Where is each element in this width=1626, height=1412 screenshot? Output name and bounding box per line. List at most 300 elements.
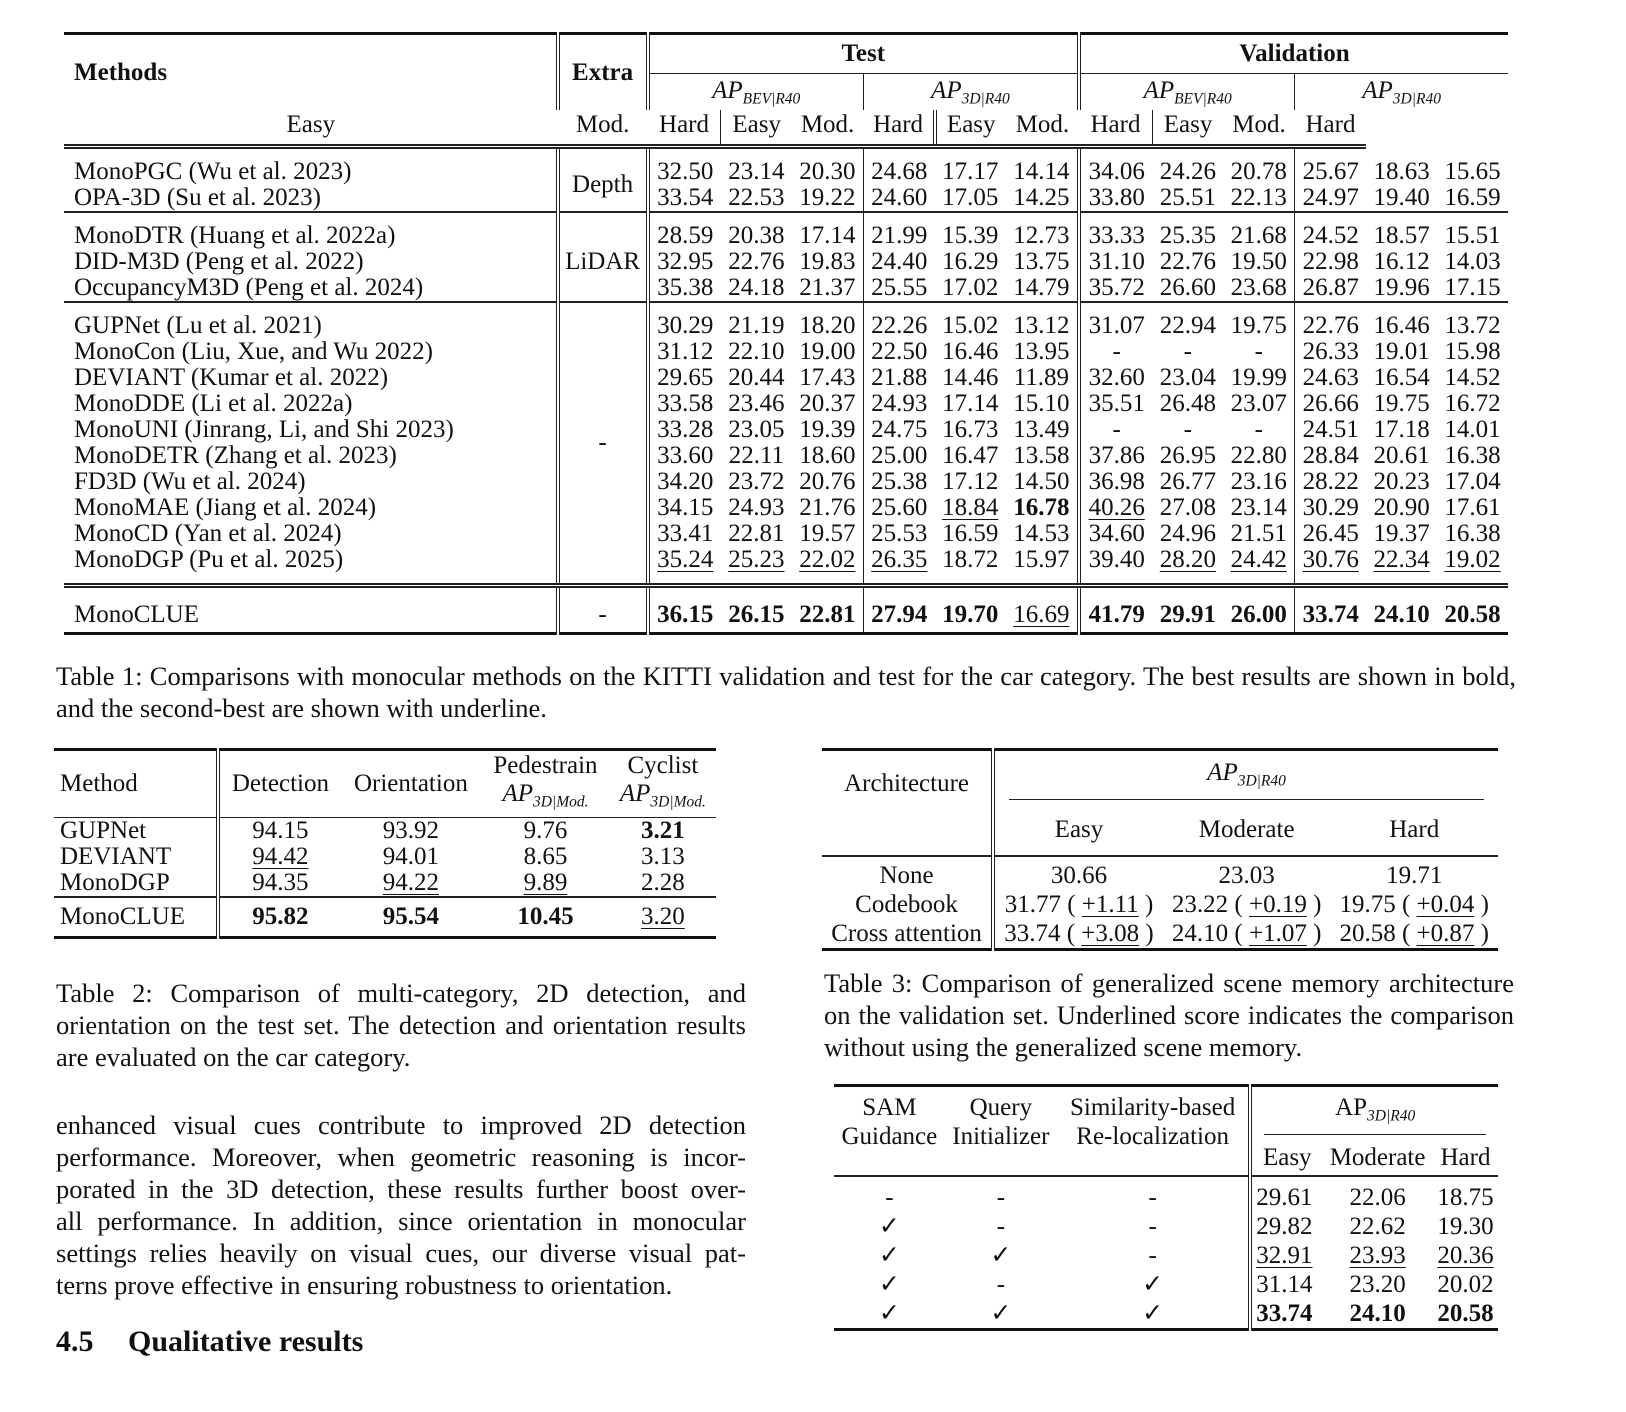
header-query-initializer: Query Initializer — [945, 1086, 1057, 1177]
header-hard: Hard — [1079, 110, 1152, 147]
score-cell: - — [1079, 417, 1152, 443]
header-easy: Easy — [1250, 1140, 1322, 1176]
score-cell: 9.76 — [523, 817, 568, 844]
table-row — [64, 223, 1508, 249]
table-row — [54, 844, 716, 870]
score-cell: 23.14 — [728, 158, 785, 186]
score-cell: 20.37 — [799, 390, 856, 418]
query-flag: - — [996, 1184, 1006, 1211]
header-architecture: Architecture — [822, 750, 993, 857]
header-orientation: Orientation — [341, 750, 482, 818]
score-cell: 24.26 — [1159, 158, 1216, 186]
score-cell: 20.58 — [1437, 1300, 1494, 1327]
method-name: MonoUNI (Jinrang, Li, and Shi 2023) — [74, 416, 454, 444]
score-cell: 20.58 ( +0.87 ) — [1339, 920, 1489, 947]
score-cell: 17.18 — [1373, 416, 1430, 444]
score-cell: 24.96 — [1159, 520, 1216, 548]
score-cell: 33.74 — [1295, 598, 1366, 634]
score-cell: 31.77 ( +1.11 ) — [993, 890, 1163, 919]
header-ap-3d: $AP_{3D|R40}$ — [1250, 1086, 1498, 1140]
score-cell: 17.14 — [799, 222, 856, 250]
method-name: OccupancyM3D (Peng et al. 2024) — [74, 274, 424, 302]
score-cell: 23.93 — [1349, 1242, 1406, 1269]
score-cell: 34.15 — [657, 494, 714, 522]
score-cell: 15.02 — [942, 312, 999, 340]
method-name: MonoCLUE — [54, 897, 218, 938]
header-detection: Detection — [218, 750, 340, 818]
score-cell: 20.02 — [1437, 1271, 1494, 1298]
header-hard: Hard — [863, 110, 934, 147]
score-cell: 16.72 — [1444, 390, 1501, 418]
score-cell: 22.06 — [1349, 1184, 1406, 1211]
score-cell: 8.65 — [523, 843, 568, 870]
table-row — [64, 547, 1508, 573]
score-cell: 18.72 — [942, 546, 999, 574]
score-cell: 19.75 ( +0.04 ) — [1339, 891, 1489, 918]
score-cell: 39.40 — [1079, 547, 1152, 573]
table-row — [54, 870, 716, 897]
score-cell: 34.20 — [657, 468, 714, 496]
score-cell: 20.38 — [728, 222, 785, 250]
method-name: MonoCD (Yan et al. 2024) — [74, 520, 342, 548]
header-easy: Easy — [721, 110, 792, 147]
method-name: GUPNet (Lu et al. 2021) — [74, 312, 322, 340]
score-cell: 23.04 — [1159, 364, 1216, 392]
score-cell: 16.59 — [1444, 184, 1501, 212]
table-row — [64, 417, 1508, 443]
score-cell: 25.51 — [1159, 184, 1216, 212]
score-cell: 22.76 — [1159, 248, 1216, 276]
score-cell: 28.20 — [1159, 546, 1216, 574]
score-cell: 14.25 — [1013, 184, 1070, 212]
score-cell: 22.98 — [1295, 249, 1366, 275]
score-cell: 15.65 — [1444, 158, 1501, 186]
score-cell: 15.98 — [1444, 338, 1501, 366]
score-cell: 20.58 — [1444, 601, 1501, 629]
score-cell: 22.10 — [728, 338, 785, 366]
architecture-name: None — [879, 862, 934, 889]
score-cell: 20.76 — [799, 468, 856, 496]
method-name: MonoPGC (Wu et al. 2023) — [74, 158, 352, 186]
header-hard: Hard — [1433, 1140, 1498, 1176]
score-cell: 31.12 — [657, 338, 714, 366]
score-cell: 27.08 — [1159, 494, 1216, 522]
score-cell: 33.74 ( +3.08 ) — [993, 919, 1163, 950]
query-flag: ✓ — [990, 1242, 1012, 1269]
score-cell: 16.38 — [1444, 442, 1501, 470]
body-line: terns prove effective in ensuring robustness to orientation. — [56, 1270, 673, 1300]
header-cyclist: Cyclist $AP_{3D|Mod.}$ — [610, 750, 716, 818]
score-cell: 18.84 — [942, 494, 999, 522]
score-cell: 16.73 — [942, 416, 999, 444]
score-cell: 21.88 — [863, 365, 934, 391]
score-cell: 30.76 — [1295, 547, 1366, 573]
score-cell: 94.01 — [382, 843, 440, 870]
extra-data: - — [558, 313, 648, 573]
score-cell: 30.66 — [993, 856, 1163, 890]
score-cell: 24.40 — [863, 249, 934, 275]
table-row — [64, 469, 1508, 495]
score-cell: 19.40 — [1373, 184, 1430, 212]
score-cell: 23.68 — [1230, 274, 1287, 302]
score-cell: 3.13 — [641, 843, 685, 870]
score-cell: 25.23 — [728, 546, 785, 574]
score-cell: 24.18 — [728, 274, 785, 302]
header-easy: Easy — [935, 110, 1006, 147]
score-cell: 25.00 — [863, 443, 934, 469]
score-cell: 14.46 — [942, 364, 999, 392]
method-name: GUPNet — [60, 817, 147, 844]
header-mod: Mod. — [1223, 110, 1294, 147]
delta-value: +0.04 — [1416, 891, 1475, 918]
table-row — [64, 391, 1508, 417]
score-cell: - — [1079, 339, 1152, 365]
extra-data: LiDAR — [558, 223, 648, 302]
table-row — [64, 339, 1508, 365]
score-cell: 16.46 — [942, 338, 999, 366]
score-cell: 13.12 — [1013, 312, 1070, 340]
score-cell: 27.94 — [863, 598, 934, 634]
score-cell: 24.10 — [1349, 1300, 1406, 1327]
score-cell: - — [1183, 416, 1192, 444]
header-test-ap-bev: $AP_{BEV|R40}$ — [648, 74, 864, 111]
score-cell: 22.80 — [1230, 442, 1287, 470]
body-line: porated in the 3D detection, these results further boost over- — [56, 1174, 746, 1204]
score-cell: 18.20 — [799, 312, 856, 340]
score-cell: 16.78 — [1013, 494, 1070, 522]
score-cell: 17.43 — [799, 364, 856, 392]
extra-data: - — [558, 598, 648, 634]
header-moderate: Moderate — [1322, 1140, 1433, 1176]
table-row — [834, 1241, 1498, 1270]
score-cell: 31.10 — [1079, 249, 1152, 275]
score-cell: 26.33 — [1295, 339, 1366, 365]
query-flag: ✓ — [990, 1300, 1012, 1327]
score-cell: 22.76 — [728, 248, 785, 276]
score-cell: 19.37 — [1373, 520, 1430, 548]
score-cell: 95.82 — [218, 897, 340, 938]
score-cell: 23.14 — [1230, 494, 1287, 522]
table-row — [822, 856, 1498, 890]
score-cell: 19.75 — [1373, 390, 1430, 418]
score-cell: 14.50 — [1013, 468, 1070, 496]
score-cell: 34.60 — [1079, 521, 1152, 547]
section-title: Qualitative results — [128, 1325, 364, 1358]
header-mod: Mod. — [792, 110, 863, 147]
score-cell: 21.68 — [1230, 222, 1287, 250]
score-cell: 29.91 — [1159, 601, 1216, 629]
table-row — [64, 159, 1508, 185]
score-cell: 20.44 — [728, 364, 785, 392]
score-cell: 26.45 — [1295, 521, 1366, 547]
delta-value: +3.08 — [1081, 920, 1140, 947]
table-2-multi-category — [54, 748, 716, 939]
score-cell: 31.14 — [1256, 1271, 1313, 1298]
score-cell: 18.75 — [1437, 1184, 1494, 1211]
score-cell: 2.28 — [641, 869, 685, 896]
score-cell: 22.81 — [728, 520, 785, 548]
score-cell: 16.29 — [942, 248, 999, 276]
score-cell: 21.99 — [863, 223, 934, 249]
delta-value: +1.11 — [1081, 891, 1139, 918]
table-row — [64, 495, 1508, 521]
score-cell: 33.33 — [1079, 223, 1152, 249]
score-cell: 20.61 — [1373, 442, 1430, 470]
body-line: settings relies heavily on visual cues, our diverse visual pat- — [56, 1238, 746, 1268]
score-cell: 11.89 — [1013, 364, 1069, 392]
score-cell: 17.15 — [1444, 274, 1501, 302]
method-name: MonoDDE (Li et al. 2022a) — [74, 390, 353, 418]
score-cell: 25.35 — [1159, 222, 1216, 250]
table-row — [64, 598, 1508, 634]
score-cell: 19.71 — [1386, 862, 1443, 889]
sim-flag: - — [1057, 1212, 1250, 1241]
score-cell: 24.51 — [1295, 417, 1366, 443]
score-cell: 19.01 — [1373, 338, 1430, 366]
score-cell: 32.95 — [657, 248, 714, 276]
score-cell: 9.89 — [523, 869, 568, 896]
score-cell: 33.60 — [657, 442, 714, 470]
score-cell: 16.54 — [1373, 364, 1430, 392]
score-cell: 22.26 — [863, 313, 934, 339]
sam-flag: ✓ — [878, 1242, 900, 1269]
score-cell: 13.58 — [1013, 442, 1070, 470]
score-cell: 35.72 — [1079, 275, 1152, 302]
score-cell: 18.60 — [799, 442, 856, 470]
method-name: MonoDETR (Zhang et al. 2023) — [74, 442, 397, 470]
score-cell: 16.12 — [1373, 248, 1430, 276]
score-cell: 93.92 — [382, 817, 440, 844]
score-cell: 24.63 — [1295, 365, 1366, 391]
delta-value: +0.19 — [1248, 891, 1307, 918]
table-row — [834, 1270, 1498, 1299]
body-line: all performance. In addition, since orientation in monocular — [56, 1206, 746, 1236]
score-cell: 3.20 — [610, 897, 716, 938]
score-cell: 12.73 — [1013, 222, 1070, 250]
score-cell: 95.54 — [341, 897, 482, 938]
score-cell: 14.14 — [1013, 158, 1070, 186]
score-cell: 22.81 — [799, 601, 856, 629]
header-mod: Mod. — [1006, 110, 1079, 147]
header-sam-guidance: SAM Guidance — [834, 1086, 945, 1177]
score-cell: 14.01 — [1444, 416, 1501, 444]
score-cell: 19.99 — [1230, 364, 1287, 392]
architecture-name: Cross attention — [831, 920, 982, 947]
score-cell: 22.50 — [863, 339, 934, 365]
score-cell: 33.58 — [657, 390, 714, 418]
score-cell: 22.62 — [1349, 1213, 1406, 1240]
score-cell: 19.39 — [799, 416, 856, 444]
score-cell: 33.28 — [657, 416, 714, 444]
header-test: Test — [841, 40, 886, 67]
score-cell: 19.50 — [1230, 248, 1287, 276]
score-cell: 28.84 — [1295, 443, 1366, 469]
table-row — [64, 313, 1508, 339]
header-easy: Easy — [993, 804, 1163, 856]
score-cell: 30.29 — [657, 312, 714, 340]
method-name: OPA-3D (Su et al. 2023) — [74, 184, 321, 212]
body-line: enhanced visual cues contribute to improved 2D detection — [56, 1110, 746, 1140]
score-cell: 33.74 — [1256, 1300, 1313, 1327]
delta-value: +0.87 — [1416, 920, 1475, 947]
table-row — [64, 249, 1508, 275]
score-cell: 20.30 — [799, 158, 856, 186]
score-cell: 15.10 — [1013, 390, 1070, 418]
score-cell: 19.70 — [942, 601, 999, 629]
score-cell: 25.60 — [863, 495, 934, 521]
header-easy: Easy — [1152, 110, 1223, 147]
score-cell: 32.60 — [1079, 365, 1152, 391]
query-flag: - — [996, 1213, 1006, 1240]
score-cell: 21.51 — [1230, 520, 1287, 548]
score-cell: 28.22 — [1295, 469, 1366, 495]
header-ap-3d: $AP_{3D|R40}$ — [993, 750, 1498, 804]
score-cell: 16.59 — [942, 520, 999, 548]
header-val-ap-bev: $AP_{BEV|R40}$ — [1079, 74, 1295, 111]
header-extra: Extra — [558, 34, 648, 111]
score-cell: 14.03 — [1444, 248, 1501, 276]
score-cell: - — [1254, 416, 1263, 444]
table-row — [54, 818, 716, 845]
method-name: MonoCon (Liu, Xue, and Wu 2022) — [74, 338, 433, 366]
header-moderate: Moderate — [1163, 804, 1331, 856]
method-name: FD3D (Wu et al. 2024) — [74, 468, 306, 496]
score-cell: 23.46 — [728, 390, 785, 418]
section-heading — [56, 1325, 363, 1359]
score-cell: 24.10 ( +1.07 ) — [1171, 920, 1322, 947]
score-cell: - — [1254, 338, 1263, 366]
score-cell: 20.90 — [1373, 494, 1430, 522]
score-cell: 40.26 — [1079, 495, 1152, 521]
score-cell: 36.98 — [1079, 469, 1152, 495]
score-cell: 26.77 — [1159, 468, 1216, 496]
score-cell: 34.06 — [1079, 159, 1152, 185]
score-cell: 14.79 — [1013, 274, 1070, 302]
score-cell: 19.22 — [799, 184, 856, 212]
score-cell: 15.97 — [1013, 546, 1070, 574]
score-cell: 23.72 — [728, 468, 785, 496]
score-cell: 16.46 — [1373, 312, 1430, 340]
sam-flag: ✓ — [878, 1213, 900, 1240]
table-row — [834, 1299, 1498, 1330]
method-name: DID-M3D (Peng et al. 2022) — [74, 248, 364, 276]
body-paragraph — [56, 1109, 746, 1301]
table-row — [822, 919, 1498, 950]
table-row — [64, 521, 1508, 547]
score-cell: 13.75 — [1013, 248, 1070, 276]
score-cell: 24.75 — [863, 417, 934, 443]
method-name: DEVIANT (Kumar et al. 2022) — [74, 364, 389, 392]
table-row — [64, 443, 1508, 469]
sam-flag: ✓ — [878, 1271, 900, 1298]
score-cell: 29.82 — [1256, 1213, 1313, 1240]
table-2-caption: Table 2: Comparison of multi-category, 2D detection, and orientation on the test set. The detection and orientation results are evaluated on the car category. — [56, 978, 746, 1072]
header-method: Method — [54, 750, 218, 818]
score-cell: 21.37 — [799, 274, 856, 302]
table-1-caption: Table 1: Comparisons with monocular methods on the KITTI validation and test for the car category. The best results are shown in bold, and the second-best are shown with underline. — [56, 661, 1516, 723]
header-hard: Hard — [648, 110, 721, 147]
score-cell: 23.22 ( +0.19 ) — [1171, 891, 1322, 918]
score-cell: 24.93 — [728, 494, 785, 522]
method-name: DEVIANT — [60, 843, 172, 870]
table-row — [822, 890, 1498, 919]
method-name: MonoDTR (Huang et al. 2022a) — [74, 222, 396, 250]
score-cell: 26.95 — [1159, 442, 1216, 470]
table-1-kitti-comparison — [64, 32, 1508, 635]
score-cell: 94.42 — [218, 844, 340, 870]
score-cell: 17.14 — [942, 390, 999, 418]
score-cell: 32.91 — [1256, 1242, 1313, 1269]
score-cell: 35.24 — [657, 546, 714, 574]
score-cell: 22.13 — [1230, 184, 1287, 212]
architecture-name: Codebook — [855, 891, 958, 918]
score-cell: 22.76 — [1295, 313, 1366, 339]
score-cell: 94.35 — [218, 870, 340, 897]
header-similarity-relocalization: Similarity-based Re-localization — [1057, 1086, 1250, 1177]
sam-flag: ✓ — [878, 1300, 900, 1327]
score-cell: 28.59 — [657, 222, 714, 250]
sim-flag: ✓ — [1057, 1299, 1250, 1330]
method-name: MonoDGP — [60, 869, 170, 896]
score-cell: 17.12 — [942, 468, 999, 496]
table-row — [834, 1183, 1498, 1212]
score-cell: 19.30 — [1437, 1213, 1494, 1240]
score-cell: 32.50 — [657, 158, 714, 186]
sam-flag: - — [885, 1184, 894, 1211]
score-cell: 94.15 — [218, 818, 340, 845]
score-cell: 20.36 — [1437, 1242, 1494, 1269]
score-cell: 17.04 — [1444, 468, 1501, 496]
table-row — [64, 365, 1508, 391]
section-number: 4.5 — [56, 1325, 94, 1358]
header-val-ap-3d: $AP_{3D|R40}$ — [1295, 74, 1508, 111]
method-name: MonoMAE (Jiang et al. 2024) — [74, 494, 377, 522]
score-cell: 94.22 — [382, 869, 440, 896]
score-cell: 25.53 — [863, 521, 934, 547]
score-cell: - — [1183, 338, 1192, 366]
score-cell: 26.66 — [1295, 391, 1366, 417]
sim-flag: ✓ — [1057, 1270, 1250, 1299]
score-cell: 24.93 — [863, 391, 934, 417]
score-cell: 25.38 — [863, 469, 934, 495]
score-cell: 22.94 — [1159, 312, 1216, 340]
score-cell: 13.72 — [1444, 312, 1501, 340]
header-pedestrian: Pedestrain $AP_{3D|Mod.}$ — [481, 750, 610, 818]
score-cell: 26.48 — [1159, 390, 1216, 418]
table-row — [64, 185, 1508, 212]
score-cell: 19.02 — [1444, 546, 1501, 574]
score-cell: 18.63 — [1373, 158, 1430, 186]
header-methods: Methods — [74, 58, 168, 86]
header-easy: Easy — [64, 110, 558, 147]
score-cell: 10.45 — [481, 897, 610, 938]
score-cell: 26.60 — [1159, 274, 1216, 302]
score-cell: 17.05 — [942, 184, 999, 212]
score-cell: 15.39 — [942, 222, 999, 250]
score-cell: 23.07 — [1230, 390, 1287, 418]
score-cell: 23.05 — [728, 416, 785, 444]
score-cell: 21.76 — [799, 494, 856, 522]
score-cell: 29.65 — [657, 364, 714, 392]
table-4-ablation — [834, 1084, 1498, 1331]
score-cell: 30.29 — [1295, 495, 1366, 521]
score-cell: 37.86 — [1079, 443, 1152, 469]
score-cell: 29.61 — [1256, 1184, 1313, 1211]
score-cell: 13.95 — [1013, 338, 1070, 366]
score-cell: 22.02 — [799, 546, 856, 574]
header-validation: Validation — [1079, 34, 1508, 74]
sim-flag: - — [1057, 1241, 1250, 1270]
